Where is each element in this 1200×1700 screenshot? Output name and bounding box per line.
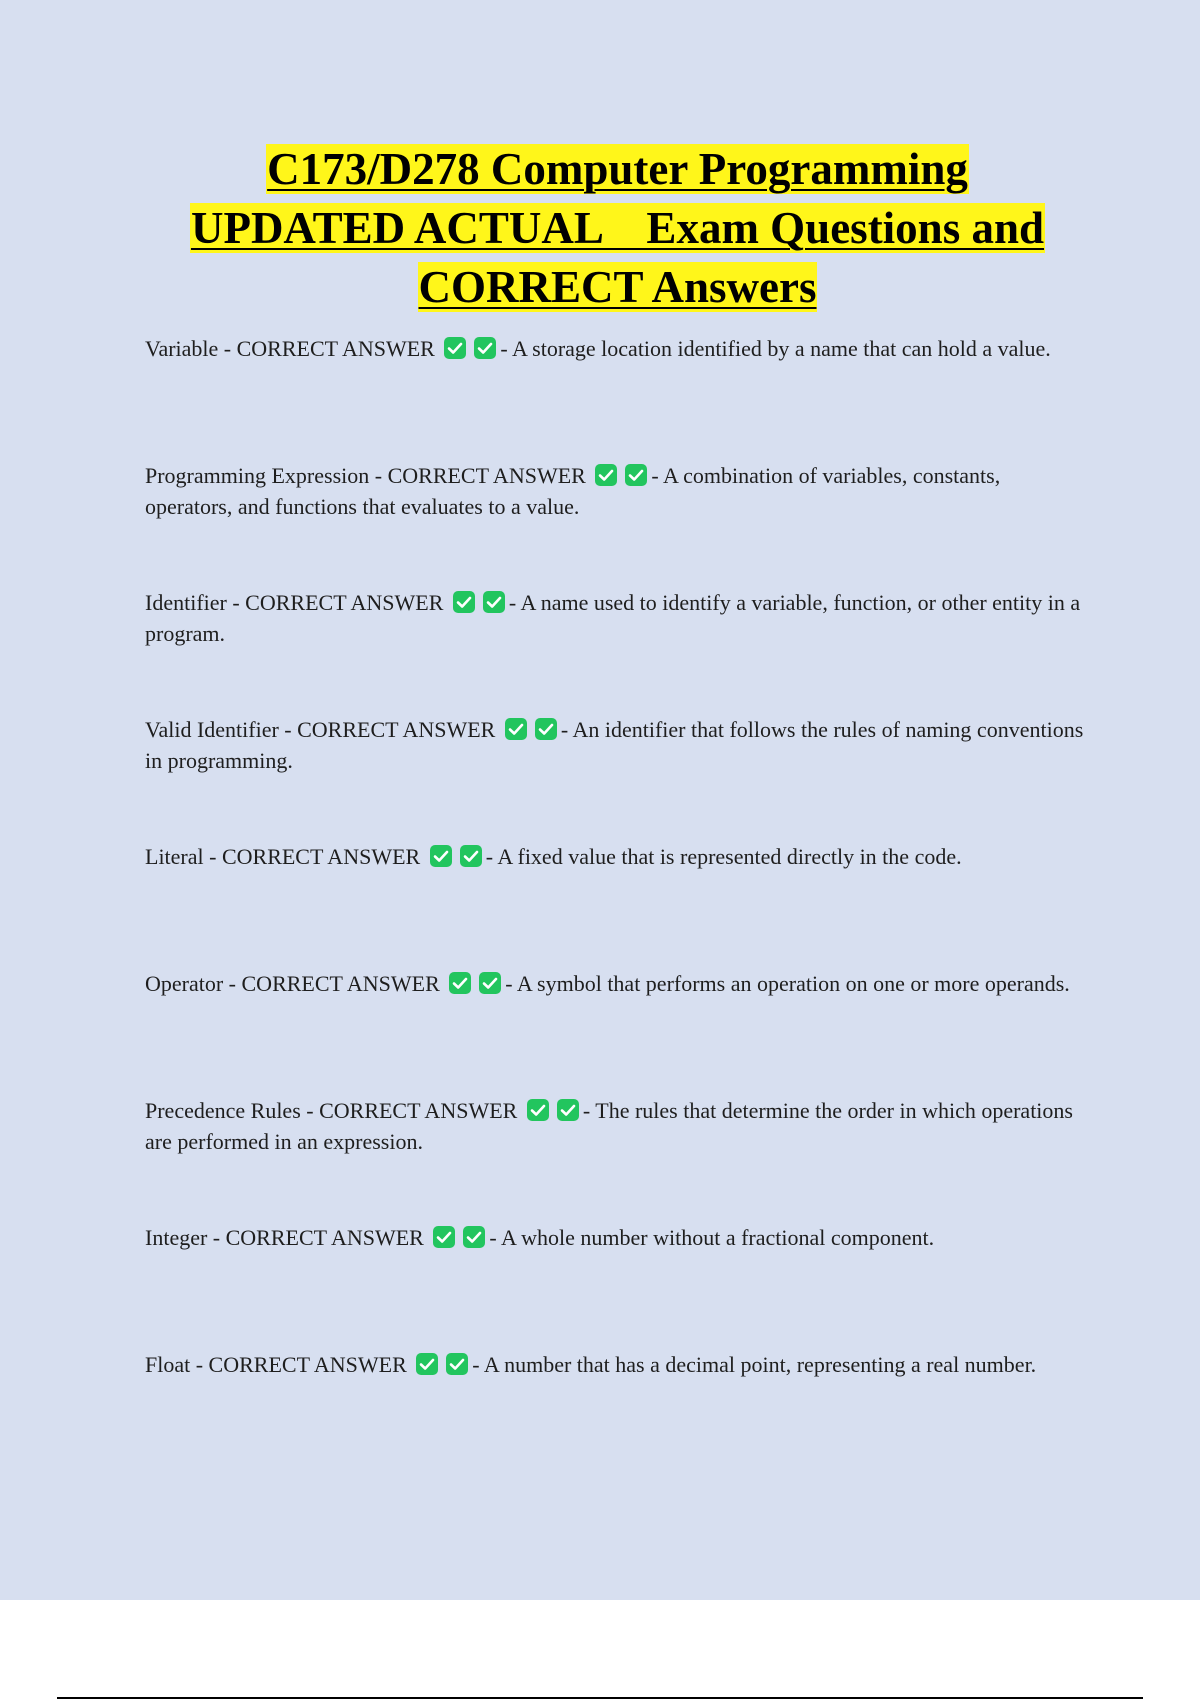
qa-definition: - A whole number without a fractional component. [489, 1225, 935, 1250]
title-line-1-text: C173/D278 Computer Programming [267, 144, 968, 194]
qa-item [145, 1095, 1090, 1191]
check-box-icon [473, 336, 497, 360]
check-box-icon [448, 971, 472, 995]
document-title [145, 140, 1090, 317]
qa-term: Operator - CORRECT ANSWER [145, 971, 440, 996]
check-box-icon [624, 463, 648, 487]
qa-item [145, 968, 1090, 1064]
footer-divider [57, 1697, 1143, 1699]
check-box-icon [526, 1098, 550, 1122]
qa-term: Float - CORRECT ANSWER [145, 1352, 407, 1377]
check-box-icon [534, 717, 558, 741]
check-box-icon [429, 844, 453, 868]
qa-term: Precedence Rules - CORRECT ANSWER [145, 1098, 518, 1123]
qa-item [145, 1349, 1090, 1445]
check-box-icon [432, 1225, 456, 1249]
title-line-1 [145, 140, 1090, 199]
qa-item [145, 460, 1090, 556]
check-box-icon [445, 1352, 469, 1376]
qa-item [145, 587, 1090, 683]
qa-definition: - A combination of variables, constants, operators, and functions that evaluates to a value. [145, 463, 1001, 519]
check-box-icon [415, 1352, 439, 1376]
title-line-2-text: UPDATED ACTUAL Exam Questions and [190, 203, 1045, 253]
qa-item [145, 333, 1090, 429]
qa-definition: - A symbol that performs an operation on one or more operands. [505, 971, 1070, 996]
qa-definition: - A storage location identified by a name that can hold a value. [500, 336, 1051, 361]
qa-item [145, 1222, 1090, 1318]
qa-term: Valid Identifier - CORRECT ANSWER [145, 717, 496, 742]
qa-definition: - The rules that determine the order in which operations are performed in an expression. [145, 1098, 1073, 1154]
title-line-3-text: CORRECT Answers [418, 262, 817, 312]
qa-item [145, 714, 1090, 810]
check-box-icon [478, 971, 502, 995]
check-box-icon [504, 717, 528, 741]
title-line-3 [145, 258, 1090, 317]
qa-term: Identifier - CORRECT ANSWER [145, 590, 444, 615]
check-box-icon [452, 590, 476, 614]
qa-term: Literal - CORRECT ANSWER [145, 844, 421, 869]
title-line-2 [145, 199, 1090, 258]
check-box-icon [482, 590, 506, 614]
check-box-icon [594, 463, 618, 487]
check-box-icon [462, 1225, 486, 1249]
qa-definition: - A name used to identify a variable, function, or other entity in a program. [145, 590, 1081, 646]
check-box-icon [443, 336, 467, 360]
check-box-icon [459, 844, 483, 868]
question-answer-list [145, 333, 1090, 1445]
check-box-icon [556, 1098, 580, 1122]
qa-term: Programming Expression - CORRECT ANSWER [145, 463, 586, 488]
qa-term: Variable - CORRECT ANSWER [145, 336, 435, 361]
qa-term: Integer - CORRECT ANSWER [145, 1225, 424, 1250]
qa-definition: - A fixed value that is represented directly in the code. [485, 844, 962, 869]
qa-definition: - A number that has a decimal point, representing a real number. [472, 1352, 1037, 1377]
qa-item [145, 841, 1090, 937]
document-content [145, 140, 1090, 1476]
qa-definition: - An identifier that follows the rules of naming conventions in programming. [145, 717, 1084, 773]
